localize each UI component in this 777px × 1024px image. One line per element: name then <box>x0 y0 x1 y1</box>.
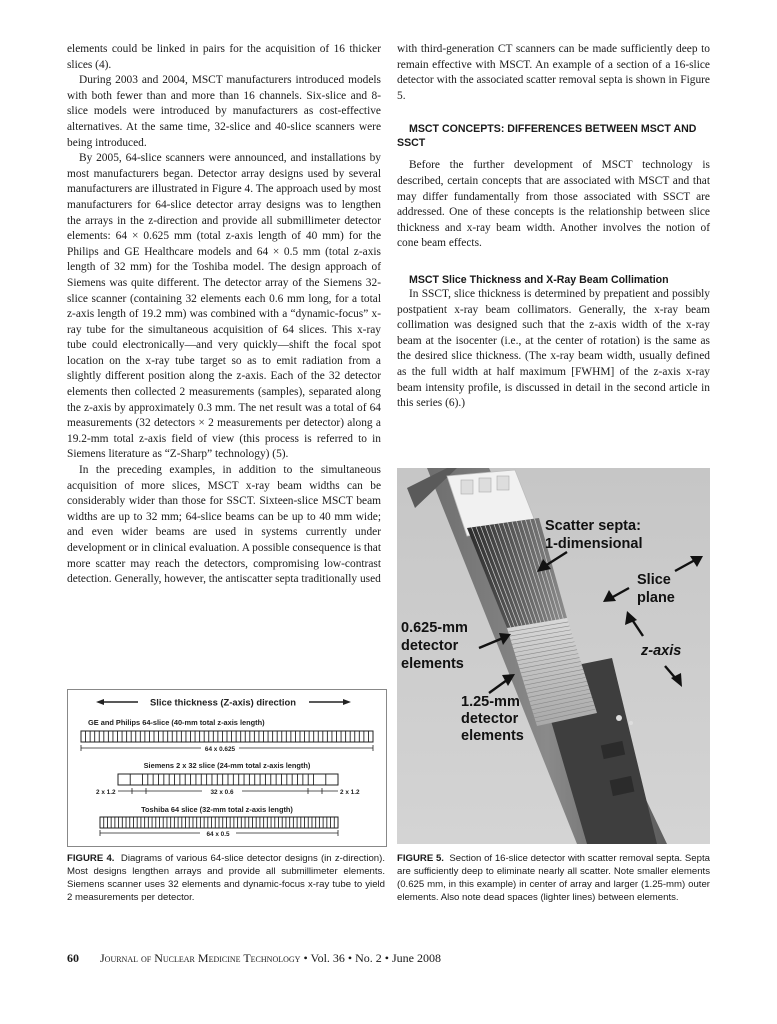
caption-label: FIGURE 4. <box>67 853 115 864</box>
row1-detector-array <box>81 731 373 742</box>
label-small-elements-2: detector <box>401 638 459 654</box>
label-small-elements-1: 0.625-mm <box>401 620 468 636</box>
subsection-heading: MSCT Slice Thickness and X-Ray Beam Collimation <box>409 273 669 286</box>
figure-4-diagram <box>67 689 387 847</box>
left-column <box>67 42 381 588</box>
row2-right-dimension: 2 x 1.2 <box>340 789 360 796</box>
date: June 2008 <box>391 951 441 965</box>
section-heading: MSCT CONCEPTS: DIFFERENCES BETWEEN MSCT AND SSCT <box>397 123 697 150</box>
label-scatter-septa-1: Scatter septa: <box>545 518 641 534</box>
paragraph: In SSCT, slice thickness is determined by prepatient and possibly postpatient x-ray beam collimators. Generally, the x-ray beam collimation was designed such that the z-axis width of the x-ray beam at the isocenter (i.e., at the center of rotation) is the same as the desired slice thickness. (The x-ray beam width, usually defined as the full width at half maximum [FWHM] of the z-axis x-ray beam intensity profile, is discussed in detail in the second article in this series (6).) <box>397 287 710 410</box>
paragraph: By 2005, 64-slice scanners were announced, and installations by most manufacturers began. Detector array designs used by several manufacturers are illustrated in Figure 4. The approach used by most manufacturers for 64-slice detector array designs was to lengthen the arrays in the z-direction and provide all submillimeter detector elements: 64 × 0.625 mm (total z-axis length of 40 mm) for the Philips and GE Healthcare models and 64 × 0.5 mm (total z-axis length of 32 mm) for the Toshiba model. The design approach of Siemens was quite different. The detector array of the Siemens 32-slice scanner (containing 32 elements each 0.6 mm long, for a total z-axis length of 19.2 mm) was combined with a “dynamic-focus” x-ray tube for the simultaneous acquisition of 64 slices. This x-ray tube could electronically—and very quickly—shift the focal spot location on the x-ray tube target so as to emit radiation from a slightly different position along the z-axis. Each of the 32 detector elements then collected 2 measurements (samples), separated along the z-axis by approximately 0.3 mm. The net result was a total of 64 measurements (32 detectors × 2 measurements per detector) along a 19.2-mm total z-axis field of view (this process is referred to in Siemens literature as “Z-Sharp” technology) (5). <box>67 152 381 461</box>
row1-dimension: 64 x 0.625 <box>204 746 236 753</box>
label-large-elements-3: elements <box>461 728 524 744</box>
paragraph: with third-generation CT scanners can be made sufficiently deep to remain effective with MSCT. An example of a section of a 16-slice detector with the associated scatter removal septa is shown in Figure 5. <box>397 43 710 102</box>
paragraph: Before the further development of MSCT technology is described, certain concepts that are associated with MSCT and that may differ fundamentally from those associated with SSCT are addressed. One of these concepts is the relationship between slice thickness and x-ray beam width. Another involves the notion of cone beam effects. <box>397 159 710 250</box>
separator: • <box>384 951 389 965</box>
row3-dimension: 64 x 0.5 <box>206 831 230 838</box>
row2-detector-array <box>118 774 338 785</box>
page-footer <box>67 951 717 965</box>
label-large-elements-1: 1.25-mm <box>461 694 520 710</box>
direction-arrow-left-head <box>96 699 104 705</box>
separator: • <box>347 951 353 965</box>
paragraph: elements could be linked in pairs for the acquisition of 16 thicker slices (4). <box>67 43 381 71</box>
row3-detector-array <box>100 817 338 828</box>
caption-label: FIGURE 5. <box>397 853 444 864</box>
journal-name: Journal of Nuclear Medicine Technology <box>100 951 301 965</box>
issue: No. 2 <box>355 951 382 965</box>
label-scatter-septa-2: 1-dimensional <box>545 536 643 552</box>
row3-title: Toshiba 64 slice (32-mm total z-axis length) <box>141 805 293 814</box>
separator: • <box>303 951 308 965</box>
caption-text: Diagrams of various 64-slice detector designs (in z-direction). Most designs lengthen arrays and provide all submillimeter elements. Siemens scanner uses 32 elements and dynamic-focus x-ray tube to yield 2 measurements per detector. <box>67 853 385 903</box>
volume: Vol. 36 <box>310 951 345 965</box>
row1-title: GE and Philips 64-slice (40-mm total z-axis length) <box>88 718 265 727</box>
label-large-elements-2: detector <box>461 711 519 727</box>
direction-label: Slice thickness (Z-axis) direction <box>150 696 296 708</box>
label-small-elements-3: elements <box>401 656 464 672</box>
figure-5-photo <box>397 468 710 844</box>
figure-4-caption <box>67 852 385 904</box>
figure-5-caption <box>397 852 710 904</box>
caption-text: Section of 16-slice detector with scatter removal septa. Septa are sufficiently deep to eliminate nearly all scatter. Note smaller elements (0.625 mm, in this example) in center of array and larger (1.25-mm) outer elements. Also note dead spaces (lighter lines) between elements. <box>397 853 710 903</box>
right-column <box>397 42 710 412</box>
row2-mid-dimension: 32 x 0.6 <box>210 789 234 796</box>
page-number: 60 <box>67 951 79 965</box>
paragraph: During 2003 and 2004, MSCT manufacturers introduced models with both fewer than and more than 16 channels. Six-slice and 8-slice models were introduced by manufacturers as cost-effective alternatives. At the same time, 32-slice and 40-slice scanners were being introduced. <box>67 74 381 149</box>
row2-title: Siemens 2 x 32 slice (24-mm total z-axis length) <box>143 761 311 770</box>
direction-arrow-right-head <box>343 699 351 705</box>
label-slice-2: plane <box>637 590 675 606</box>
paragraph: In the preceding examples, in addition to the simultaneous acquisition of more slices, MSCT x-ray beam widths can be considerably wider than those for SSCT. Sixteen-slice MSCT beam widths are up to 32 mm; 64-slice beams can be up to 40 mm wide; and even wider beams are used in systems currently under development or in clinical evaluation. A possible consequence is that more scatter may reach the detectors, compromising low-contrast detection. Generally, however, the antiscatter septa traditionally used <box>67 464 381 586</box>
label-slice-1: Slice <box>637 572 671 588</box>
label-z-axis: z-axis <box>641 643 682 659</box>
row2-left-dimension: 2 x 1.2 <box>96 789 116 796</box>
